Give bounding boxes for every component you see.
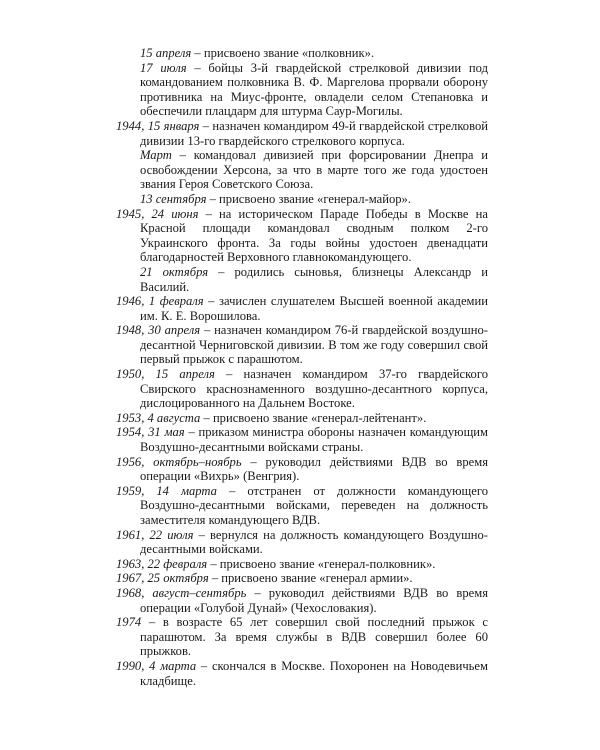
entry-date: 17 июля: [140, 60, 187, 75]
entry-1944-september: [116, 192, 488, 207]
entry-1948: [116, 323, 488, 367]
entry-1945-june: [116, 207, 488, 265]
entry-date: 13 сентября: [140, 191, 207, 206]
chronology-page: [116, 46, 488, 688]
entry-date: Март: [140, 148, 172, 163]
entry-1961: [116, 528, 488, 557]
entry-text: – родились сыновья, близнецы Александр и Василий.: [140, 264, 489, 294]
entry-date: 15 апреля: [140, 46, 192, 60]
entry-text: – зачислен слушателем Высшей военной академии им. К. Е. Ворошилова.: [140, 294, 488, 323]
entry-date: 21 октября: [140, 264, 209, 279]
entry-text: – бойцы 3-й гвардейской стрелковой дивизии под командованием полковника В. Ф. Маргелова прорвали оборону противника на Миус-фронте, овладели селом Степановка и обеспечили плацдарм для штурма Саур-Могилы.: [140, 60, 488, 119]
entry-1967: [116, 571, 488, 586]
entry-date: 1961, 22 июля: [116, 527, 194, 542]
entry-date: 1945, 24 июня: [116, 206, 199, 221]
entry-1944-january: [116, 119, 488, 148]
entry-text: – в возрасте 65 лет совершил свой последний прыжок с парашютом. За время службы в ВДВ совершил более 60 прыжков.: [140, 615, 488, 659]
entry-1959: [116, 484, 488, 528]
entry-text: – назначен командиром 49-й гвардейской стрелковой дивизии 13-го гвардейского стрелкового корпуса.: [140, 118, 488, 148]
entry-date: 1990, 4 марта: [116, 658, 197, 673]
entry-text: – присвоено звание «генерал-майор».: [206, 191, 411, 206]
entry-1950: [116, 367, 488, 411]
entry-1974: [116, 615, 488, 659]
entry-text: – присвоено звание «генерал-полковник».: [207, 556, 436, 571]
entry-text: – отстранен от должности командующего Воздушно-десантными войсками, переведен на должность заместителя командующего ВДВ.: [140, 483, 488, 527]
entry-text: – присвоено звание «полковник».: [191, 46, 375, 60]
entry-1968: [116, 586, 488, 615]
entry-date: 1944, 15 января: [116, 118, 200, 133]
entry-date: 1968, август–сентябрь: [116, 585, 247, 600]
entry-date: 1946, 1 февраля: [116, 294, 204, 309]
entry-text: – вернулся на должность командующего Воздушно-десантными войсками.: [140, 527, 488, 557]
entry-text: – приказом министра обороны назначен командующим Воздушно-десантными войсками страны.: [140, 425, 488, 455]
entry-1990: [116, 659, 488, 688]
entry-1956: [116, 455, 488, 484]
entry-text: – присвоено звание «генерал-лейтенант».: [200, 410, 427, 425]
entry-text: – скончался в Москве. Похоронен на Новодевичьем кладбище.: [140, 658, 488, 688]
entry-1943-july: [116, 61, 488, 119]
entry-date: 1967, 25 октября: [116, 571, 209, 586]
entry-1953: [116, 411, 488, 426]
entry-1944-march: [116, 148, 488, 192]
entry-text: – руководил действиями ВДВ во время операции «Вихрь» (Венгрия).: [140, 454, 488, 484]
entry-date: 1950, 15 апреля: [116, 367, 215, 382]
entry-1943-april: [116, 46, 488, 61]
entry-date: 1948, 30 апреля: [116, 323, 201, 338]
entry-date: 1954, 31 мая: [116, 425, 185, 440]
entry-date: 1953, 4 августа: [116, 410, 201, 425]
entry-text: – на историческом Параде Победы в Москве на Красной площади командовал сводным полком 2-го Украинского фронта. За годы войны удостоен двенадцати благодарностей Верховного главнокомандующего.: [140, 206, 488, 265]
entry-text: – руководил действиями ВДВ во время операции «Голубой Дунай» (Чехословакия).: [140, 585, 488, 615]
entry-date: 1959, 14 марта: [116, 483, 217, 498]
entry-1963: [116, 557, 488, 572]
entry-1945-october: [116, 265, 488, 294]
entry-text: – назначен командиром 37-го гвардейского Свирского краснознаменного воздушно-десантного корпуса, дислоцированного на Дальнем Востоке.: [140, 367, 488, 411]
entry-date: 1974: [116, 615, 142, 630]
entry-1954: [116, 425, 488, 454]
entry-date: 1963, 22 февраля: [116, 556, 208, 571]
entry-text: – командовал дивизией при форсировании Днепра и освобождении Херсона, за что в марте того же года удостоен звания Героя Советского Союза.: [140, 148, 488, 192]
entry-1946: [116, 294, 488, 323]
entry-date: 1956, октябрь–ноябрь: [116, 454, 242, 469]
entry-text: – присвоено звание «генерал армии».: [208, 571, 413, 586]
entry-text: – назначен командиром 76-й гвардейской воздушно-десантной Черниговской дивизии. В том же году совершил свой первый прыжок с парашютом.: [140, 323, 488, 367]
